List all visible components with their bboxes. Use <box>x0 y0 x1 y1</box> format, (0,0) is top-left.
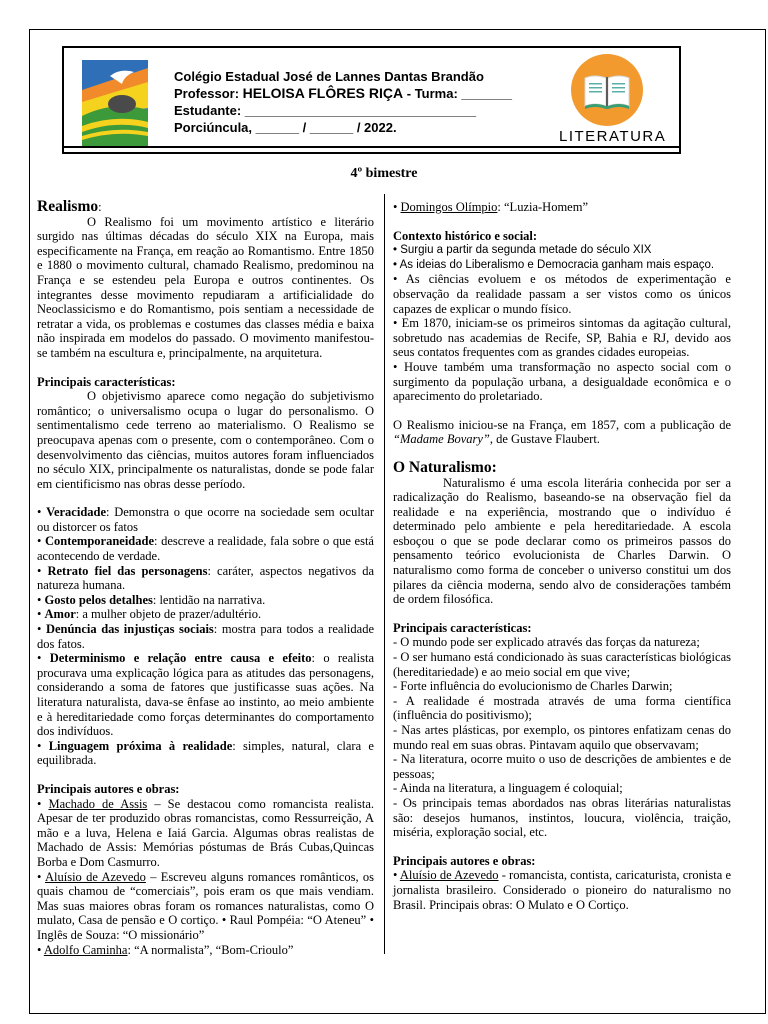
feature-term: Linguagem próxima à realidade <box>48 738 233 753</box>
caracteristicas-title-left: Principais características: <box>37 374 176 389</box>
professor-line <box>174 85 512 102</box>
caracteristicas-intro: O objetivismo aparece como negação do subjetivismo romântico; o universalismo ocupa o lugar do personalismo. O sentimentalismo cede terreno ao materialismo. O Realismo se preocupava apenas com o presente, com o contemporâneo. Com o desenvolvimento das ciências, muitos autores foram influenciados no século XIX, principalmente os naturalistas, donde se pode falar em cientificismo nas obras desse período. <box>37 389 374 491</box>
naturalismo-characteristic: - Ainda na literatura, a linguagem é coloquial; <box>393 781 623 796</box>
domingos-text: : “Luzia-Homem” <box>497 200 588 214</box>
inicio-pre: O Realismo iniciou-se na França, em 1857, com a publicação de <box>393 417 731 432</box>
left-column <box>37 200 374 957</box>
feature-term: Veracidade <box>46 505 107 520</box>
contexto-item-4: • Em 1870, iniciam-se os primeiros sintomas da agitação cultural, sobretudo nas academias de Recife, SP, Bahia e RJ, devido aos seus contatos frequentes com as grandes cidades europeias. <box>393 316 731 360</box>
feature-text: : lentidão na narrativa. <box>152 592 266 607</box>
aluisio-name-right: Aluísio de Azevedo <box>399 868 499 883</box>
caracteristicas-title-right: Principais características: <box>393 620 532 635</box>
inicio-paragraph <box>393 418 731 447</box>
feature-text: : o realista procurava uma explicação lógica para as atitudes das personagens, considerando a soma de fatores que justificasse suas ações. Na literatura naturalista, dava-se ênfase ao instinto, ao meio ambiente e à hereditariedade como forças determinantes do comportamento dos indivíduos. <box>37 651 374 739</box>
adolfo-name: Adolfo Caminha <box>43 942 128 957</box>
autores-title-left: Principais autores e obras: <box>37 781 180 796</box>
naturalismo-characteristic: - O ser humano está condicionado às suas características biológicas (hereditariedade) e ao meio social em que vive; <box>393 650 731 679</box>
naturalismo-text: Naturalismo é uma escola literária conhecida por ser a radicalização do Realismo, baseando-se na observação fiel da realidade e na experiência, mostrando que o indivíduo é determinado pelo ambiente e pela hereditariedade. A escola esboçou o que se pode declarar como os primeiros passos do pensamento teórico evolucionista de Charles Darwin. O naturalismo como forma de conceber o universo constitui um dos pilares da ciência moderna, sendo alvo de considerações também de ordem filosófica. <box>393 475 731 607</box>
contexto-list <box>393 243 731 316</box>
adolfo-entry: • Adolfo Caminha: “A normalista”, “Bom-Crioulo” <box>37 942 294 957</box>
features-list <box>37 505 374 768</box>
machado-entry: • Machado de Assis – Se destacou como romancista realista. Apesar de ter produzido obras romancistas, como Ressurreição, A mão e a luva, Helena e Iaiá Garcia. Algumas obras realistas de Machado de Assis: Memórias póstumas de Brás Cubas,Quincas Borba e Dom Casmurro. <box>37 796 374 869</box>
machado-text: – Se destacou como romancista realista. Apesar de ter produzido obras romancistas, como Ressurreição, A mão e a luva, Helena e Iaiá Garcia. Algumas obras realistas de Machado de Assis: Memórias póstumas de Brás Cubas,Quincas Borba e Dom Casmurro. <box>37 796 374 869</box>
bimestre-title: 4º bimestre <box>350 166 418 181</box>
feature-item: • Gosto pelos detalhes: lentidão na narrativa. <box>37 592 266 607</box>
realismo-title: Realismo <box>37 198 99 215</box>
realismo-colon: : <box>98 200 102 214</box>
professor-name: HELOISA FLÔRES RIÇA <box>242 85 404 101</box>
aluisio-entry-right: • Aluísio de Azevedo - romancista, contista, caricaturista, cronista e jornalista brasileiro. Considerado o pioneiro do naturalismo no Brasil. Principais obras: O Mulato e O Cortiço. <box>393 868 732 912</box>
feature-term: Gosto pelos detalhes <box>44 592 153 607</box>
header-box <box>62 46 681 154</box>
contexto-item: • As ciências evoluem e os métodos de experimentação e observação da realidade passam a ser vistos como os únicos capazes de explicar o mundo físico. <box>393 272 731 316</box>
contexto-title: Contexto histórico e social: <box>393 228 538 243</box>
naturalismo-characteristic: - A realidade é mostrada através de uma forma científica (influência do positivismo); <box>393 693 731 723</box>
feature-term: Retrato fiel das personagens <box>47 563 208 578</box>
feature-term: Denúncia das injustiças sociais <box>45 622 214 637</box>
inicio-post: , de Gustave Flaubert. <box>489 432 600 447</box>
autores-title-right: Principais autores e obras: <box>393 853 536 868</box>
naturalismo-title: O Naturalismo: <box>393 458 497 476</box>
domingos-name: Domingos Olímpio <box>400 200 498 214</box>
professor-label: Professor: <box>174 86 243 101</box>
feature-term: Determinismo e relação entre causa e efeito <box>49 651 312 666</box>
school-name: Colégio Estadual José de Lannes Dantas Brandão <box>174 69 484 84</box>
feature-text: : simples, natural, clara e equilibrada. <box>37 738 374 768</box>
subject-label: LITERATURA <box>559 128 667 145</box>
feature-text: : descreve a realidade, fala sobre o que está acontecendo de verdade. <box>37 534 374 564</box>
naturalismo-characteristic: - Os principais temas abordados nas obras literárias naturalistas são: desejos humanos, instintos, loucura, violência, traição, miséria, exploração social, etc. <box>393 795 731 840</box>
feature-term: Contemporaneidade <box>44 534 155 549</box>
feature-text: : caráter, aspectos negativos da natureza humana. <box>37 563 374 593</box>
naturalismo-characteristics-list <box>393 635 731 839</box>
aluisio-text2: Mas suas maiores obras foram os romances naturalistas, como O mulato, Casa de pensão e O cortiço. <box>37 898 374 928</box>
feature-item: • Contemporaneidade: descreve a realidade, fala sobre o que está acontecendo de verdade. <box>37 534 374 564</box>
feature-item: • Retrato fiel das personagens: caráter, aspectos negativos da natureza humana. <box>37 563 374 593</box>
madame-bovary: “Madame Bovary” <box>393 432 490 447</box>
contexto-item-5: • Houve também uma transformação no aspecto social com o surgimento da população urbana, a desigualdade econômica e o aparecimento do proletariado. <box>393 359 731 404</box>
turma-label: - Turma: _______ <box>403 86 513 101</box>
feature-term: Amor <box>44 607 76 622</box>
aluisio-text-right: - romancista, contista, caricaturista, cronista e jornalista brasileiro. Considerado o pioneiro do naturalismo no Brasil. Principais obras: O Mulato e O Cortiço. <box>393 868 732 912</box>
aluisio-entry-left: • Aluísio de Azevedo – Escreveu alguns romances românticos, os quais chamou de “comerciais”, pois eram os que mais vendiam. Mas suas maiores obras foram os romances naturalistas, como O mulato, Casa de pensão e O cortiço. • Raul Pompéia: “O Ateneu” • Inglês de Souza: “O missionário” <box>37 869 375 942</box>
feature-item: • Veracidade: Demonstra o que ocorre na sociedade sem ocultar ou distorcer os fatos <box>37 505 374 534</box>
machado-name: Machado de Assis <box>48 796 148 811</box>
feature-text: : mostra para todos a realidade dos fatos. <box>37 622 374 651</box>
book-icon <box>571 54 643 126</box>
adolfo-text: : “A normalista”, “Bom-Crioulo” <box>127 942 294 957</box>
aluisio-name-left: Aluísio de Azevedo <box>44 869 146 884</box>
date-line: Porciúncula, ______ / ______ / 2022. <box>174 120 397 135</box>
student-line: Estudante: ________________________________ <box>174 103 477 118</box>
aluisio-text1: – Escreveu alguns romances românticos, os quais chamou de “comerciais”, pois eram os que mais vendiam. <box>37 869 375 899</box>
naturalismo-characteristic: - Nas artes plásticas, por exemplo, os pintores enfatizam cenas do mundo real em suas obras. Pintavam aquilo que observavam; <box>393 723 731 752</box>
feature-text: : Demonstra o que ocorre na sociedade sem ocultar ou distorcer os fatos <box>37 505 374 534</box>
feature-item: • Amor: a mulher objeto de prazer/adultério. <box>37 607 262 622</box>
header-text <box>174 68 512 136</box>
naturalismo-characteristic: - Forte influência do evolucionismo de Charles Darwin; <box>393 679 673 694</box>
domingos-entry: • Domingos Olímpio: “Luzia-Homem” <box>393 200 588 214</box>
column-divider <box>384 194 385 954</box>
feature-text: : a mulher objeto de prazer/adultério. <box>75 607 262 622</box>
school-logo <box>82 60 148 146</box>
raul-entry: • Raul Pompéia: “O Ateneu” • Inglês de Souza: “O missionário” <box>37 913 374 942</box>
naturalismo-characteristic: - O mundo pode ser explicado através das forças da natureza; <box>393 635 700 650</box>
contexto-item: • Surgiu a partir da segunda metade do século XIX <box>393 244 652 257</box>
realismo-heading <box>37 200 374 215</box>
realismo-intro: O Realismo foi um movimento artístico e literário surgido nas últimas décadas do século XIX na Europa, mais especificamente na França, em reação ao Romantismo. Entre 1850 e 1880 o movimento cultural, chamado Realismo, predominou na França e se estendeu pela Europa e outros continentes. Os integrantes desse movimento repudiaram a artificialidade do Neoclassicismo e do Romantismo, pois sentiam a necessidade de retratar a vida, os problemas e costumes das classes média e baixa não inspirada em modelos do passado. O movimento manifestou-se também na escultura e, principalmente, na arquitetura. <box>37 214 374 360</box>
contexto-item: • As ideias do Liberalismo e Democracia ganham mais espaço. <box>393 258 715 271</box>
naturalismo-characteristic: - Na literatura, ocorre muito o uso de descrições de ambientes e de pessoas; <box>393 752 731 781</box>
feature-item: • Linguagem próxima à realidade: simples, natural, clara e equilibrada. <box>37 738 374 768</box>
feature-item: • Denúncia das injustiças sociais: mostra para todos a realidade dos fatos. <box>37 622 374 651</box>
feature-item: • Determinismo e relação entre causa e efeito: o realista procurava uma explicação lógica para as atitudes das personagens, considerando a soma de fatores que justificasse suas ações. Na literatura naturalista, dava-se ênfase ao instinto, ao meio ambiente e à hereditariedade como forças determinantes do comportamento dos indivíduos. <box>37 651 374 739</box>
right-column <box>393 200 731 912</box>
